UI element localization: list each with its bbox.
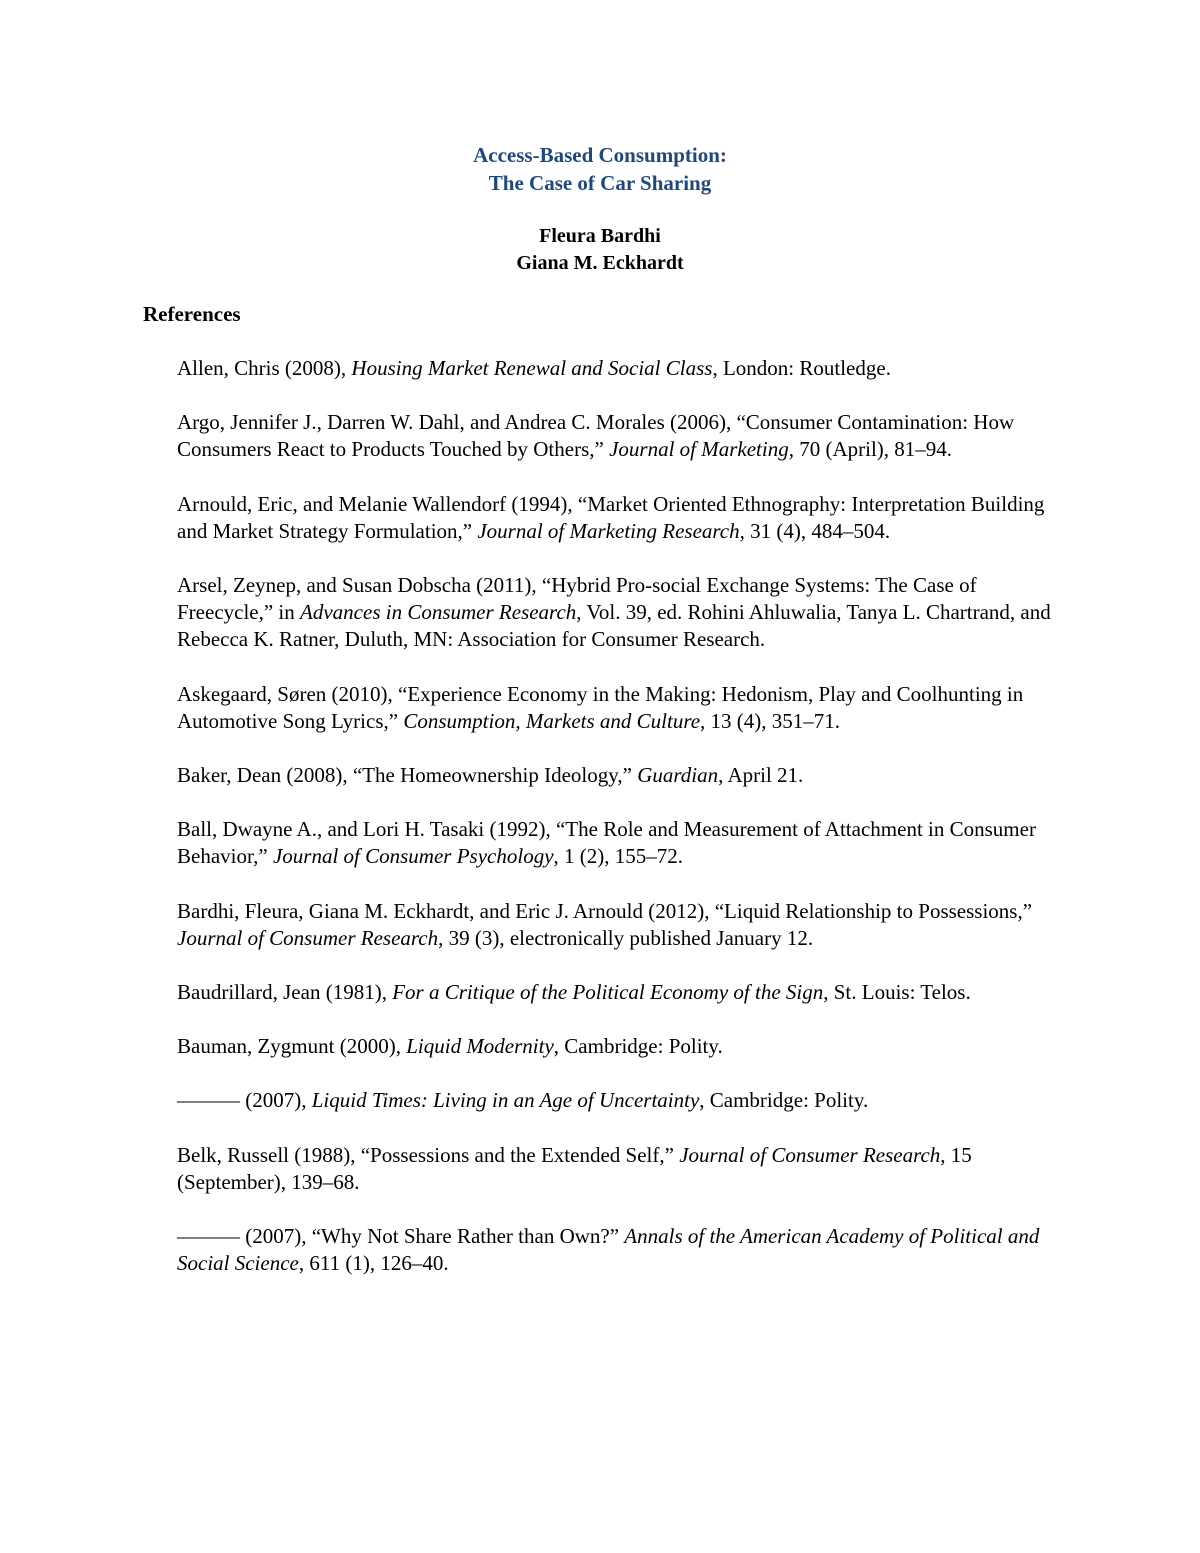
reference-text: ——— (2007), “Why Not Share Rather than Own?” xyxy=(177,1224,625,1249)
reference-source-title: Annals of the American Academy of Political and Social Science xyxy=(177,1224,1040,1276)
reference-source-title: Journal of Consumer Research xyxy=(679,1142,941,1167)
reference-source-title: Advances in Consumer Research xyxy=(300,600,577,625)
reference-text: Askegaard, Søren (2010), “Experience Economy in the Making: Hedonism, Play and Coolhunting in Automotive Song Lyrics,” xyxy=(177,681,1024,733)
reference-source-title: For a Critique of the Political Economy of the Sign xyxy=(392,980,824,1005)
reference-entry xyxy=(177,355,1057,382)
reference-source-title: Journal of Marketing xyxy=(609,437,789,462)
reference-source-title: Housing Market Renewal and Social Class xyxy=(351,356,713,380)
reference-list xyxy=(177,355,1057,1304)
reference-entry xyxy=(177,1087,1057,1114)
reference-entry xyxy=(177,816,1057,870)
reference-details: , 15 (September), 139–68. xyxy=(177,1142,972,1194)
reference-text: Baudrillard, Jean (1981), xyxy=(177,980,393,1005)
reference-source-title: Journal of Consumer Research xyxy=(177,925,439,950)
reference-text: Arnould, Eric, and Melanie Wallendorf (1994), “Market Oriented Ethnography: Interpretation Building and Market Strategy Formulation,” xyxy=(177,491,1045,543)
reference-entry xyxy=(177,681,1057,735)
reference-details: , St. Louis: Telos. xyxy=(823,980,971,1005)
reference-text: Arsel, Zeynep, and Susan Dobscha (2011), “Hybrid Pro-social Exchange Systems: The Case of Freecycle,” in xyxy=(177,573,977,625)
reference-source-title: Consumption, Markets and Culture xyxy=(403,708,701,733)
reference-entry xyxy=(177,898,1057,952)
reference-entry xyxy=(177,1223,1057,1277)
reference-source-title: Liquid Times: Living in an Age of Uncertainty xyxy=(311,1088,700,1113)
reference-text: Belk, Russell (1988), “Possessions and the Extended Self,” xyxy=(177,1142,680,1167)
reference-text: ——— (2007), xyxy=(177,1088,312,1113)
reference-text: Allen, Chris (2008), xyxy=(177,356,352,380)
reference-text: Bauman, Zygmunt (2000), xyxy=(177,1034,407,1059)
reference-details: , London: Routledge. xyxy=(712,356,891,380)
reference-details: , April 21. xyxy=(718,763,804,788)
reference-details: , 13 (4), 351–71. xyxy=(700,708,841,733)
reference-details: , 611 (1), 126–40. xyxy=(298,1251,449,1276)
author-name: Giana M. Eckhardt xyxy=(516,252,684,274)
reference-text: Argo, Jennifer J., Darren W. Dahl, and Andrea C. Morales (2006), “Consumer Contamination: How Consumers React to Products Touched by Others,” xyxy=(177,410,1015,462)
reference-source-title: Journal of Marketing Research xyxy=(477,518,740,543)
reference-entry xyxy=(177,979,1057,1006)
reference-source-title: Guardian xyxy=(637,763,719,788)
reference-entry xyxy=(177,409,1057,463)
reference-details: , 70 (April), 81–94. xyxy=(788,437,953,462)
author-list xyxy=(0,223,1200,277)
author-name: Fleura Bardhi xyxy=(539,225,661,247)
reference-source-title: Journal of Consumer Psychology xyxy=(272,844,554,869)
reference-entry xyxy=(177,1142,1057,1196)
reference-entry xyxy=(177,572,1057,654)
paper-title xyxy=(0,141,1200,197)
reference-entry xyxy=(177,1033,1057,1060)
reference-text: Baker, Dean (2008), “The Homeownership Ideology,” xyxy=(177,763,638,788)
reference-text: Ball, Dwayne A., and Lori H. Tasaki (1992), “The Role and Measurement of Attachment in Consumer Behavior,” xyxy=(177,817,1036,869)
reference-text: Bardhi, Fleura, Giana M. Eckhardt, and Eric J. Arnould (2012), “Liquid Relationship to Possessions,” xyxy=(177,898,1033,923)
reference-details: , Cambridge: Polity. xyxy=(553,1034,723,1059)
reference-entry xyxy=(177,762,1057,789)
reference-details: , 1 (2), 155–72. xyxy=(553,844,684,869)
reference-entry xyxy=(177,491,1057,545)
reference-details: , Cambridge: Polity. xyxy=(699,1088,869,1113)
section-heading-references: References xyxy=(143,302,241,326)
title-line-1: Access-Based Consumption: xyxy=(473,143,727,167)
reference-source-title: Liquid Modernity xyxy=(406,1034,554,1059)
reference-details: , Vol. 39, ed. Rohini Ahluwalia, Tanya L. Chartrand, and Rebecca K. Ratner, Duluth, MN: Association for Consumer Research. xyxy=(177,600,1051,652)
reference-details: , 31 (4), 484–504. xyxy=(739,518,891,543)
title-line-2: The Case of Car Sharing xyxy=(488,171,712,195)
reference-details: , 39 (3), electronically published January 12. xyxy=(438,925,814,950)
